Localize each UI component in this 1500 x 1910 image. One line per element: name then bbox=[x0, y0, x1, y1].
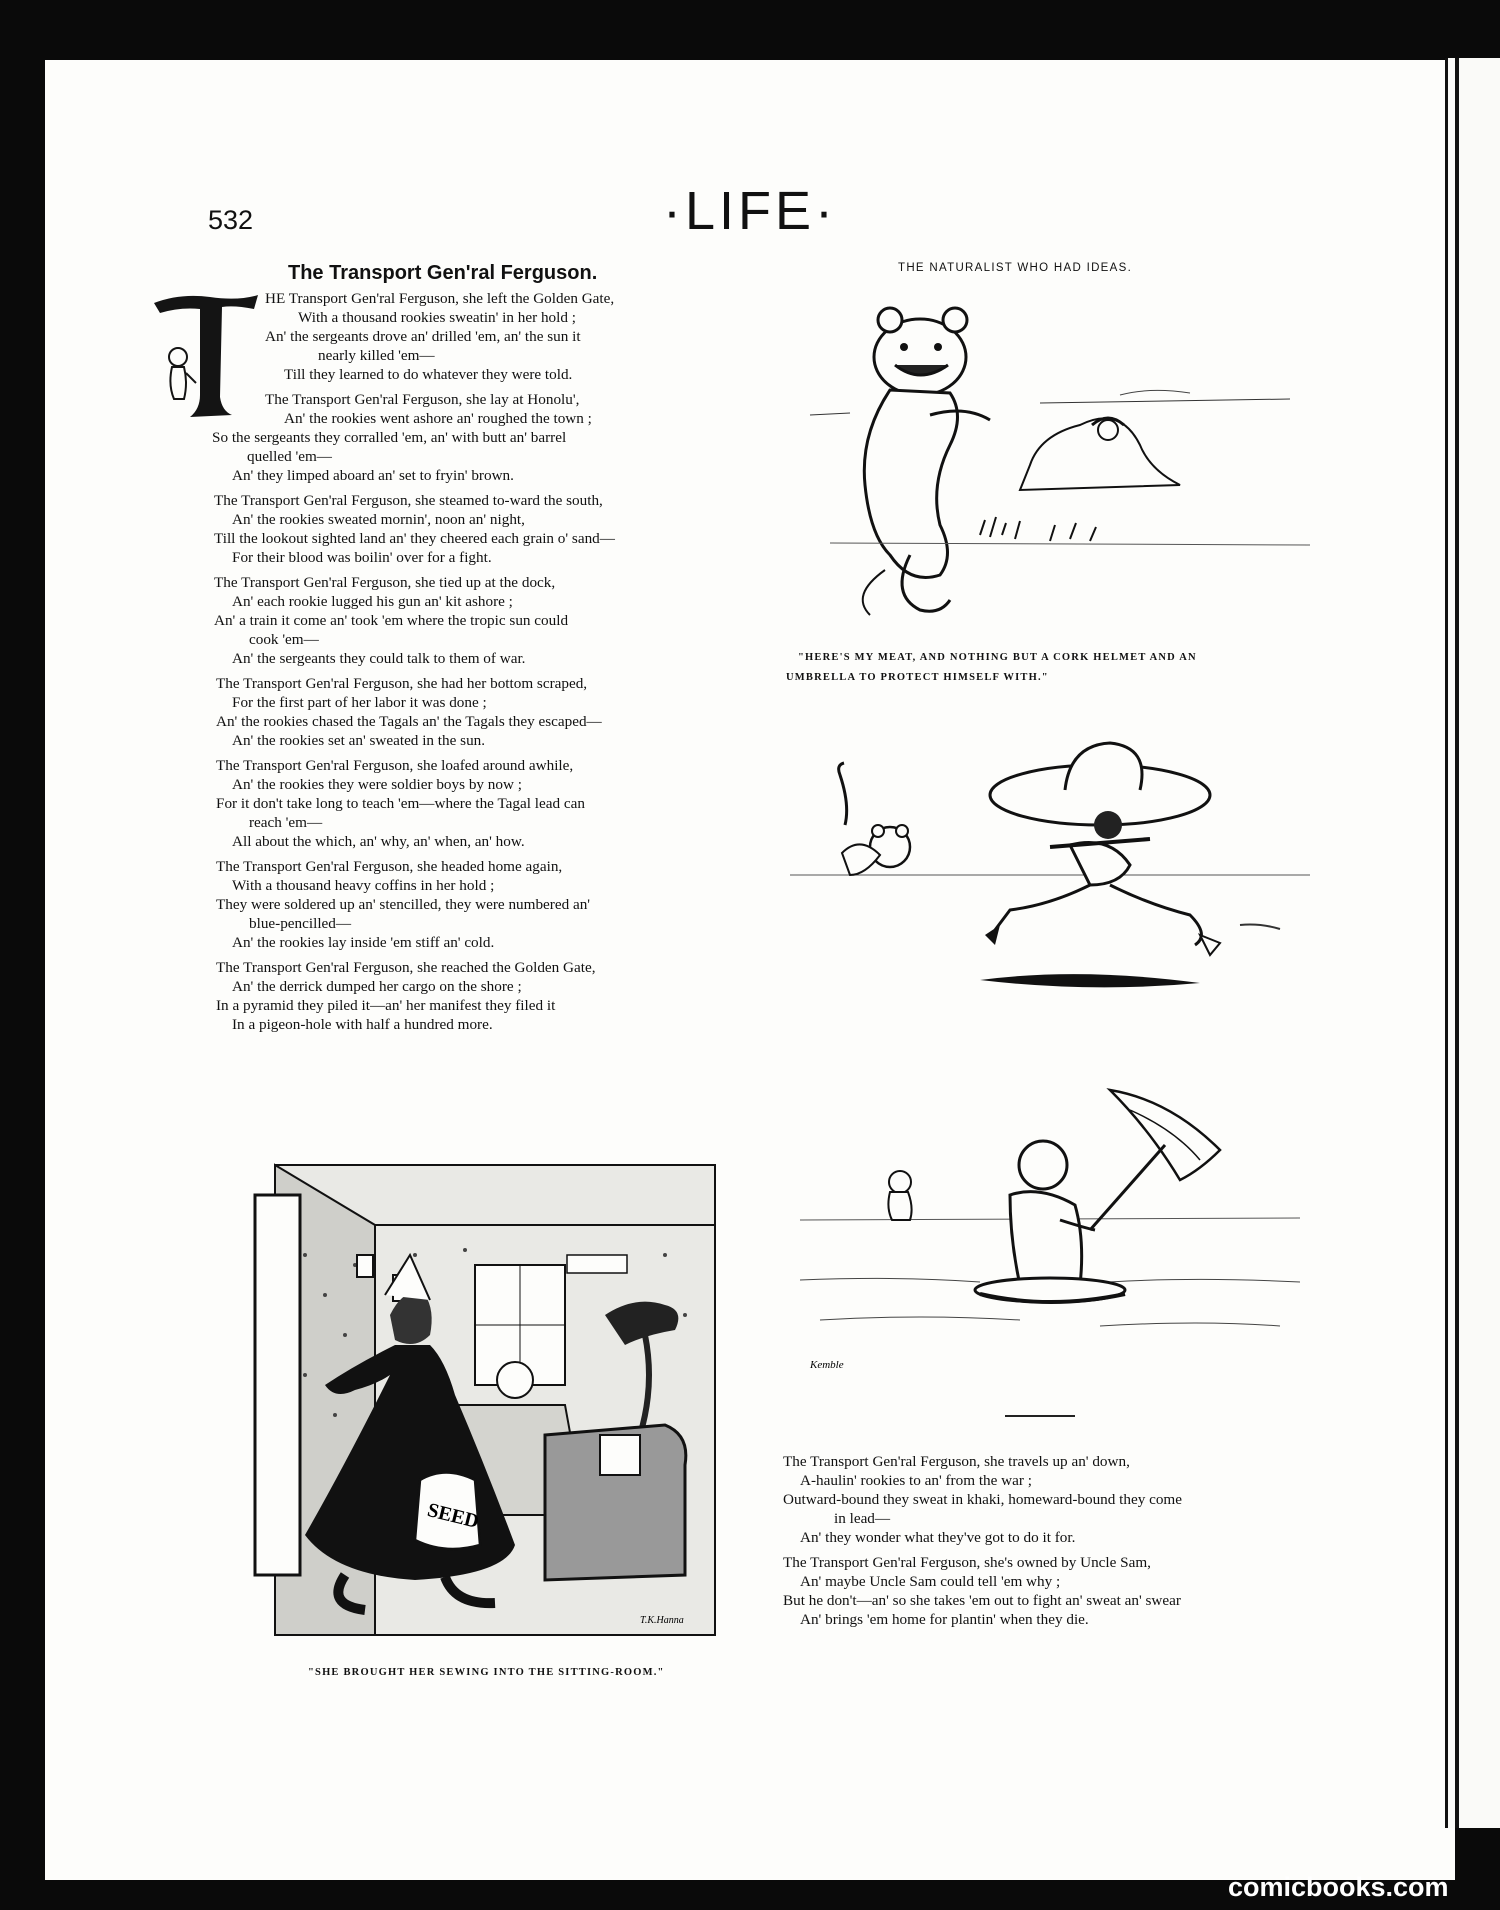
poem-title: The Transport Gen'ral Ferguson. bbox=[288, 262, 598, 284]
hanna-signature: T.K.Hanna bbox=[640, 1615, 684, 1626]
poem-line: The Transport Gen'ral Ferguson, she reached the Golden Gate, bbox=[216, 959, 596, 976]
cartoon-panel-lion bbox=[790, 295, 1310, 625]
sitting-room-caption: "SHE BROUGHT HER SEWING INTO THE SITTING-ROOM." bbox=[308, 1667, 665, 1678]
poem-line: With a thousand heavy coffins in her hold ; bbox=[232, 877, 495, 894]
cartoon-sitting-room bbox=[245, 1135, 725, 1645]
kemble-signature: Kemble bbox=[810, 1359, 844, 1371]
poem-line: An' the rookies chased the Tagals an' the Tagals they escaped— bbox=[216, 713, 602, 730]
poem-line: In a pyramid they piled it—an' her manifest they filed it bbox=[216, 997, 556, 1014]
poem-line: nearly killed 'em— bbox=[318, 347, 435, 364]
poem-line: In a pigeon-hole with half a hundred more. bbox=[232, 1016, 493, 1033]
gutter-line bbox=[1455, 58, 1459, 1828]
poem-left-column bbox=[212, 289, 752, 1034]
poem-line: Till the lookout sighted land an' they cheered each grain o' sand— bbox=[214, 530, 615, 547]
page-number: 532 bbox=[208, 205, 254, 235]
poem-line: The Transport Gen'ral Ferguson, she headed home again, bbox=[216, 858, 563, 875]
poem-line: An' a train it come an' took 'em where the tropic sun could bbox=[214, 612, 569, 629]
poem-line: An' each rookie lugged his gun an' kit ashore ; bbox=[232, 593, 513, 610]
poem-line: An' the rookies lay inside 'em stiff an' cold. bbox=[232, 934, 495, 951]
seed-bag-label: SEED bbox=[425, 1499, 482, 1533]
poem-line: They were soldered up an' stencilled, they were numbered an' bbox=[216, 896, 591, 913]
poem-line: The Transport Gen'ral Ferguson, she had her bottom scraped, bbox=[216, 675, 588, 692]
poem-line: An' they wonder what they've got to do it for. bbox=[800, 1529, 1076, 1546]
poem-line: The Transport Gen'ral Ferguson, she travels up an' down, bbox=[783, 1453, 1130, 1470]
section-divider bbox=[1005, 1415, 1075, 1417]
poem-line: But he don't—an' so she takes 'em out to fight an' sweat an' swear bbox=[783, 1592, 1181, 1609]
poem-line: With a thousand rookies sweatin' in her hold ; bbox=[298, 309, 576, 326]
poem-line: For it don't take long to teach 'em—where the Tagal lead can bbox=[216, 795, 585, 812]
poem-line: blue-pencilled— bbox=[249, 915, 352, 932]
naturalist-caption-line2: UMBRELLA TO PROTECT HIMSELF WITH." bbox=[786, 672, 1049, 683]
poem-line: The Transport Gen'ral Ferguson, she tied up at the dock, bbox=[214, 574, 556, 591]
poem-line: The Transport Gen'ral Ferguson, she's owned by Uncle Sam, bbox=[783, 1554, 1151, 1571]
poem-line: Outward-bound they sweat in khaki, homeward-bound they come bbox=[783, 1491, 1182, 1508]
poem-line: An' the sergeants drove an' drilled 'em, an' the sun it bbox=[265, 328, 581, 345]
poem-line: For the first part of her labor it was done ; bbox=[232, 694, 487, 711]
masthead-title: ·LIFE· bbox=[662, 181, 837, 241]
naturalist-caption-line1: "HERE'S MY MEAT, AND NOTHING BUT A CORK HELMET AND AN bbox=[798, 652, 1197, 663]
facing-page-edge bbox=[1445, 58, 1500, 1828]
poem-line: An' the rookies sweated mornin', noon an' night, bbox=[232, 511, 525, 528]
poem-line: A-haulin' rookies to an' from the war ; bbox=[800, 1472, 1032, 1489]
poem-line: The Transport Gen'ral Ferguson, she lay at Honolu', bbox=[265, 391, 580, 408]
cartoon-panel-chase bbox=[770, 735, 1320, 1005]
poem-line: An' the sergeants they could talk to them of war. bbox=[232, 650, 526, 667]
poem-line: For their blood was boilin' over for a fight. bbox=[232, 549, 492, 566]
poem-line: cook 'em— bbox=[249, 631, 319, 648]
poem-line: quelled 'em— bbox=[247, 448, 332, 465]
poem-line: So the sergeants they corralled 'em, an' with butt an' barrel bbox=[212, 429, 567, 446]
poem-line: An' the derrick dumped her cargo on the shore ; bbox=[232, 978, 522, 995]
poem-line: in lead— bbox=[834, 1510, 891, 1527]
poem-line: An' the rookies set an' sweated in the sun. bbox=[232, 732, 486, 749]
cartoon-panel-umbrella bbox=[780, 1070, 1320, 1390]
poem-line: The Transport Gen'ral Ferguson, she loafed around awhile, bbox=[216, 757, 574, 774]
poem-line: An' the rookies went ashore an' roughed the town ; bbox=[284, 410, 592, 427]
watermark-text: comicbooks.com bbox=[1228, 1872, 1449, 1902]
poem-line: An' they limped aboard an' set to fryin' brown. bbox=[232, 467, 514, 484]
poem-right-column bbox=[783, 1452, 1323, 1629]
poem-line: Till they learned to do whatever they were told. bbox=[284, 366, 573, 383]
poem-line: All about the which, an' why, an' when, an' how. bbox=[232, 833, 525, 850]
poem-line: An' brings 'em home for plantin' when they die. bbox=[800, 1611, 1089, 1628]
poem-line: The Transport Gen'ral Ferguson, she steamed to-ward the south, bbox=[214, 492, 603, 509]
poem-line: An' the rookies they were soldier boys by now ; bbox=[232, 776, 522, 793]
poem-line: reach 'em— bbox=[249, 814, 323, 831]
cartoon-heading: THE NATURALIST WHO HAD IDEAS. bbox=[898, 262, 1133, 274]
poem-line: An' maybe Uncle Sam could tell 'em why ; bbox=[800, 1573, 1061, 1590]
poem-line: HE Transport Gen'ral Ferguson, she left the Golden Gate, bbox=[265, 290, 615, 307]
